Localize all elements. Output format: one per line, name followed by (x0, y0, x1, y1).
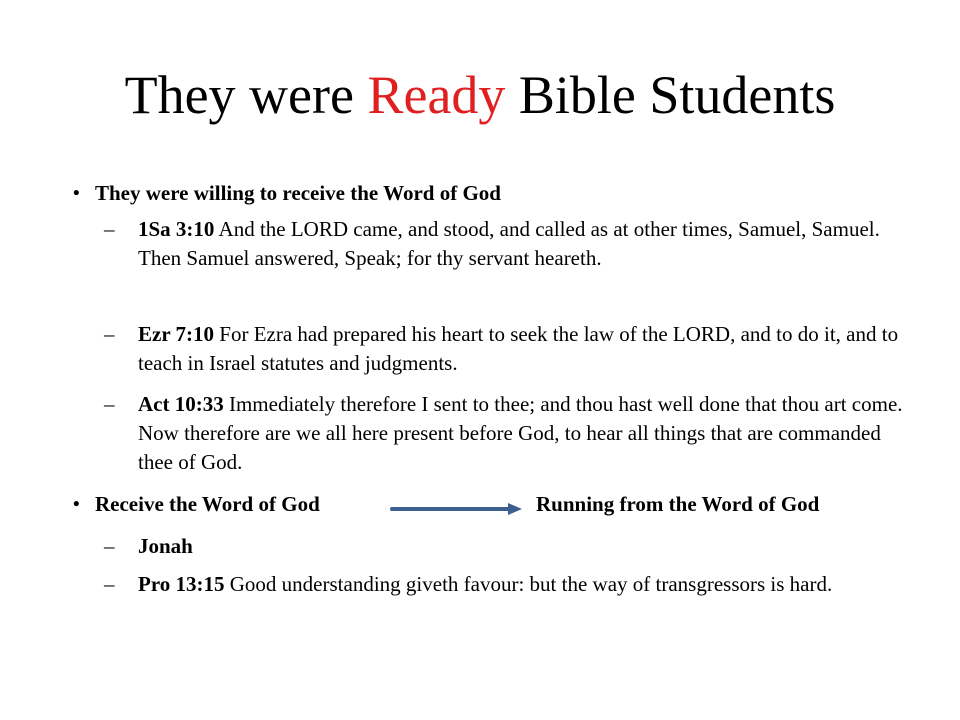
dash-icon: – (104, 217, 115, 241)
verse-text: For Ezra had prepared his heart to seek the law of the LORD, and to do it, and to teach in Israel statutes and judgments. (138, 322, 899, 375)
verse-1sa-3-10 (104, 215, 918, 273)
item-jonah (104, 532, 918, 561)
dash-icon: – (104, 572, 115, 596)
verse-text: And the LORD came, and stood, and called as at other times, Samuel, Samuel. Then Samuel answered, Speak; for thy servant heareth. (138, 217, 880, 270)
dash-icon: – (104, 392, 115, 416)
bullet-text: They were willing to receive the Word of God (95, 181, 501, 205)
item-label: Jonah (138, 534, 193, 558)
slide-title (0, 60, 960, 130)
verse-ezr-7-10 (104, 320, 918, 378)
title-part-2: Bible Students (505, 65, 836, 125)
verse-act-10-33 (104, 390, 918, 477)
bullet-text: Receive the Word of God (95, 492, 320, 516)
title-part-1: They were (124, 65, 368, 125)
verse-ref: Act 10:33 (138, 392, 224, 416)
dash-icon: – (104, 322, 115, 346)
arrow-svg (390, 500, 526, 518)
verse-pro-13-15 (104, 570, 918, 599)
running-label: Running from the Word of God (536, 492, 820, 516)
title-accent-word: Ready (367, 65, 506, 125)
bullet-willing (73, 180, 501, 207)
verse-text: Immediately therefore I sent to thee; and thou hast well done that thou art come. Now therefore are we all here present before God, to hear all things that are commanded thee of God. (138, 392, 903, 474)
bullet-icon: • (73, 183, 80, 204)
bullet-icon: • (73, 494, 80, 515)
bullet-receive (73, 491, 320, 518)
verse-ref: 1Sa 3:10 (138, 217, 215, 241)
dash-icon: – (104, 534, 115, 558)
verse-ref: Ezr 7:10 (138, 322, 215, 346)
verse-text: Good understanding giveth favour: but the way of transgressors is hard. (224, 572, 833, 596)
verse-ref: Pro 13:15 (138, 572, 225, 596)
right-arrow-icon (390, 500, 526, 518)
